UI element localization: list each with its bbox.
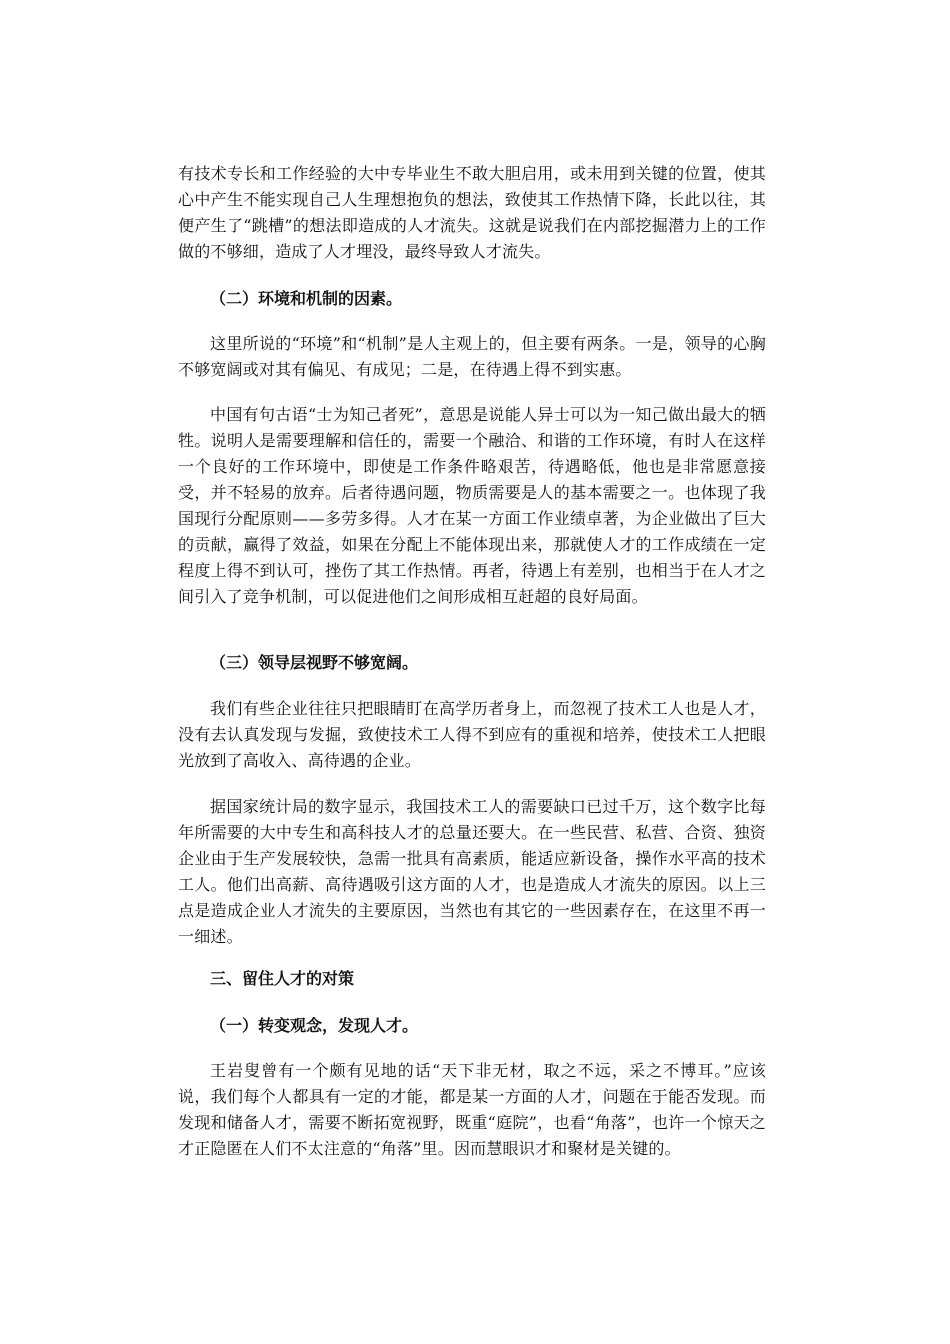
section-heading-change-concept: （一）转变观念，发现人才。 (210, 1016, 419, 1035)
paragraph-text: 据国家统计局的数字显示，我国技术工人的需要缺口已过千万，这个数字比每年所需要的大中专生和高科技人才的总量还要大。在一些民营、私营、合资、独资企业由于生产发展较快，急需一批具有高素质，能适应新设备，操作水平高的技术工人。他们出高薪、高待遇吸引这方面的人才，也是造成人才流失的原因。以上三点是造成企业人才流失的主要原因，当然也有其它的一些因素存在，在这里不再一一细述。 (178, 797, 766, 946)
paragraph-talent-loss (178, 161, 766, 265)
section-heading-leadership: （三）领导层视野不够宽阔。 (210, 653, 419, 672)
section-heading-countermeasures: 三、留住人才的对策 (210, 969, 355, 988)
paragraph-environment (178, 331, 766, 383)
paragraph-text: 有技术专长和工作经验的大中专毕业生不敢大胆启用，或未用到关键的位置，使其心中产生不能实现自己人生理想抱负的想法，致使其工作热情下降，长此以往，其便产生了“跳槽”的想法即造成的人才流失。这就是说我们在内部挖掘潜力上的工作做的不够细，造成了人才埋没，最终导致人才流失。 (178, 164, 766, 261)
paragraph-ancient-saying (178, 402, 766, 610)
paragraph-text: 中国有句古语“士为知己者死”，意思是说能人异士可以为一知己做出最大的牺牲。说明人是需要理解和信任的，需要一个融洽、和谐的工作环境，有时人在这样一个良好的工作环境中，即使是工作条件略艰苦，待遇略低，他也是非常愿意接受，并不轻易的放弃。后者待遇问题，物质需要是人的基本需要之一。也体现了我国现行分配原则——多劳多得。人才在某一方面工作业绩卓著，为企业做出了巨大的贡献，赢得了效益，如果在分配上不能体现出来，那就使人才的工作成绩在一定程度上得不到认可，挫伤了其工作热情。再者，待遇上有差别，也相当于在人才之间引入了竞争机制，可以促进他们之间形成相互赶超的良好局面。 (178, 405, 766, 606)
paragraph-text: 我们有些企业往往只把眼睛盯在高学历者身上，而忽视了技术工人也是人才，没有去认真发现与发掘，致使技术工人得不到应有的重视和培养，使技术工人把眼光放到了高收入、高待遇的企业。 (178, 699, 766, 770)
paragraph-text: 这里所说的“环境”和“机制”是人主观上的，但主要有两条。一是，领导的心胸不够宽阔或对其有偏见、有成见；二是，在待遇上得不到实惠。 (178, 334, 766, 379)
paragraph-text: 王岩叟曾有一个颇有见地的话“天下非无材，取之不远，采之不博耳。”应该说，我们每个人都具有一定的才能，都是某一方面的人才，问题在于能否发现。而发现和储备人才，需要不断拓宽视野，既重“庭院”，也看“角落”，也许一个惊天之才正隐匿在人们不太注意的“角落”里。因而慧眼识才和聚材是关键的。 (178, 1061, 766, 1158)
section-heading-environment: （二）环境和机制的因素。 (210, 289, 403, 308)
paragraph-technical-workers (178, 696, 766, 774)
paragraph-discover-talent (178, 1058, 766, 1162)
paragraph-statistics (178, 794, 766, 950)
